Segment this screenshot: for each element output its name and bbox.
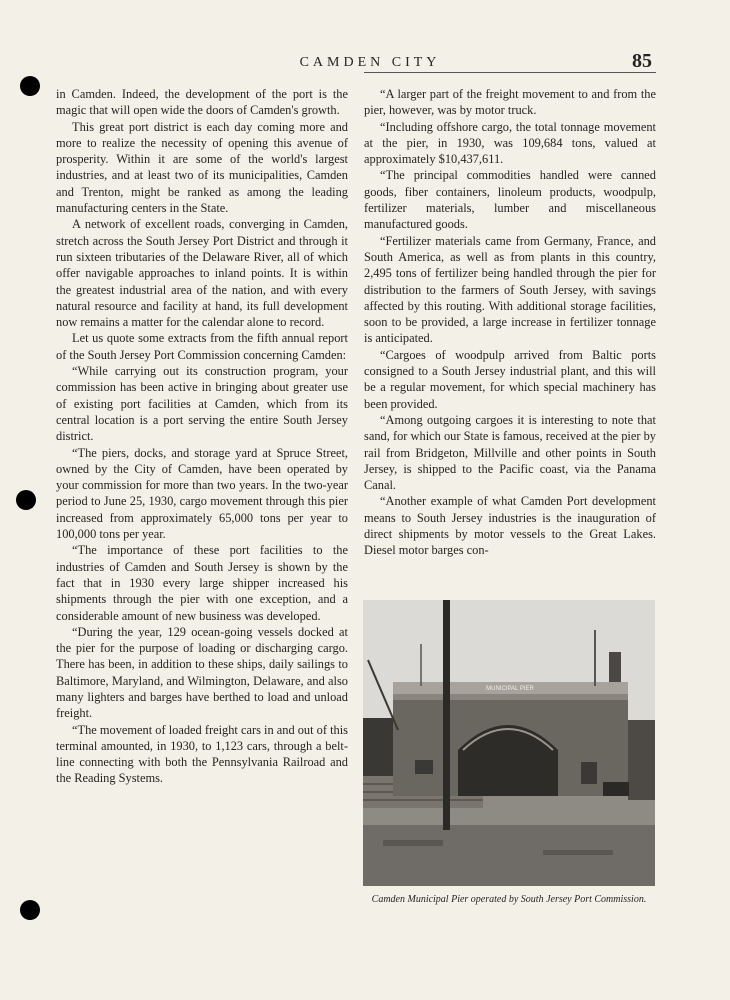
photo-caption: Camden Municipal Pier operated by South Jersey Port Commission.	[371, 894, 647, 905]
binder-hole-top	[20, 76, 40, 96]
paragraph: “The principal commodities handled were canned goods, fiber containers, linoleum products, woodpulp, fertilizer materials, lumber and miscellaneous manufactured goods.	[364, 168, 656, 232]
paragraph: “Fertilizer materials came from Germany, France, and South America, as well as from plants in this country, 2,495 tons of fertilizer being handled through the pier for distribution to the farmers of South Jersey, with savings affected by this routing. With additional storage facilities, soon to be provided, a large increase in fertilizer tonnage is anticipated.	[364, 233, 656, 346]
binder-hole-bottom	[20, 900, 40, 920]
page-number: 85	[632, 50, 652, 72]
pier-photo-illustration	[363, 600, 655, 886]
paragraph: A network of excellent roads, converging in Camden, stretch across the South Jersey Port District and through it run sixteen tributaries of the Delaware River, all of which offer navigable approaches to inland points. It is within the greatest industrial area of the nation, and with every natural resource and facility at hand, its full development now remains a matter for the calendar alone to record.	[56, 217, 348, 330]
header-rule	[364, 72, 656, 73]
right-column	[364, 86, 656, 559]
paragraph: “Including offshore cargo, the total tonnage movement at the pier, in 1930, was 109,684 tons, valued at approximately $10,437,611.	[364, 119, 656, 167]
building-sign-text: MUNICIPAL PIER	[486, 686, 534, 692]
paragraph: “The importance of these port facilities to the industries of Camden and South Jersey is shown by the fact that in 1930 every large shipper increased his shipments through the pier with one exception, and a considerable amount of new business was developed.	[56, 543, 348, 623]
paragraph: Let us quote some extracts from the fifth annual report of the South Jersey Port Commission concerning Camden:	[56, 331, 348, 362]
left-column	[56, 86, 348, 787]
binder-hole-middle	[16, 490, 36, 510]
paragraph: “The movement of loaded freight cars in and out of this terminal amounted, in 1930, to 1,123 cars, through a belt-line connecting with both the Pennsylvania Railroad and the Reading Systems.	[56, 722, 348, 786]
paragraph: “During the year, 129 ocean-going vessels docked at the pier for the purpose of loading or discharging cargo. There has been, in addition to these ships, daily sailings to Baltimore, Maryland, and Wilmington, Delaware, and also many lighters and barges have berthed to load and unload freight.	[56, 624, 348, 721]
paragraph: “A larger part of the freight movement to and from the pier, however, was by motor truck.	[364, 87, 656, 118]
paragraph: “Among outgoing cargoes it is interesting to note that sand, for which our State is famous, received at the pier by rail from Bridgeton, Millville and other points in South Jersey, is shipped to the Pacific coast, via the Panama Canal.	[364, 412, 656, 493]
paragraph: “Cargoes of woodpulp arrived from Baltic ports consigned to a South Jersey industrial plant, and this will be a regular movement, for which special machinery has been provided.	[364, 347, 656, 411]
paragraph: in Camden. Indeed, the development of the port is the magic that will open wide the doors of Camden's growth.	[56, 87, 348, 118]
pier-photograph	[363, 600, 655, 886]
paragraph: This great port district is each day coming more and more to realize the necessity of opening this avenue of prosperity. Within it are some of the world's largest industries, and at least two of its municipalities, Camden and Trenton, might be ranked as among the leading manufacturing centers in the State.	[56, 119, 348, 216]
paragraph: “While carrying out its construction program, your commission has been active in bringing about greater use of existing port facilities at Camden, which from its central location is a port serving the entire South Jersey district.	[56, 364, 348, 444]
paragraph: “The piers, docks, and storage yard at Spruce Street, owned by the City of Camden, have been operated by your commission for more than two years. In the two-year period to June 25, 1930, cargo movement through this pier increased from approximately 65,000 tons per year to 100,000 tons per year.	[56, 445, 348, 542]
running-header: CAMDEN CITY	[299, 55, 441, 70]
paragraph: “Another example of what Camden Port development means to South Jersey industries is the inauguration of direct shipments by motor vessels to the Great Lakes. Diesel motor barges con-	[364, 494, 656, 558]
